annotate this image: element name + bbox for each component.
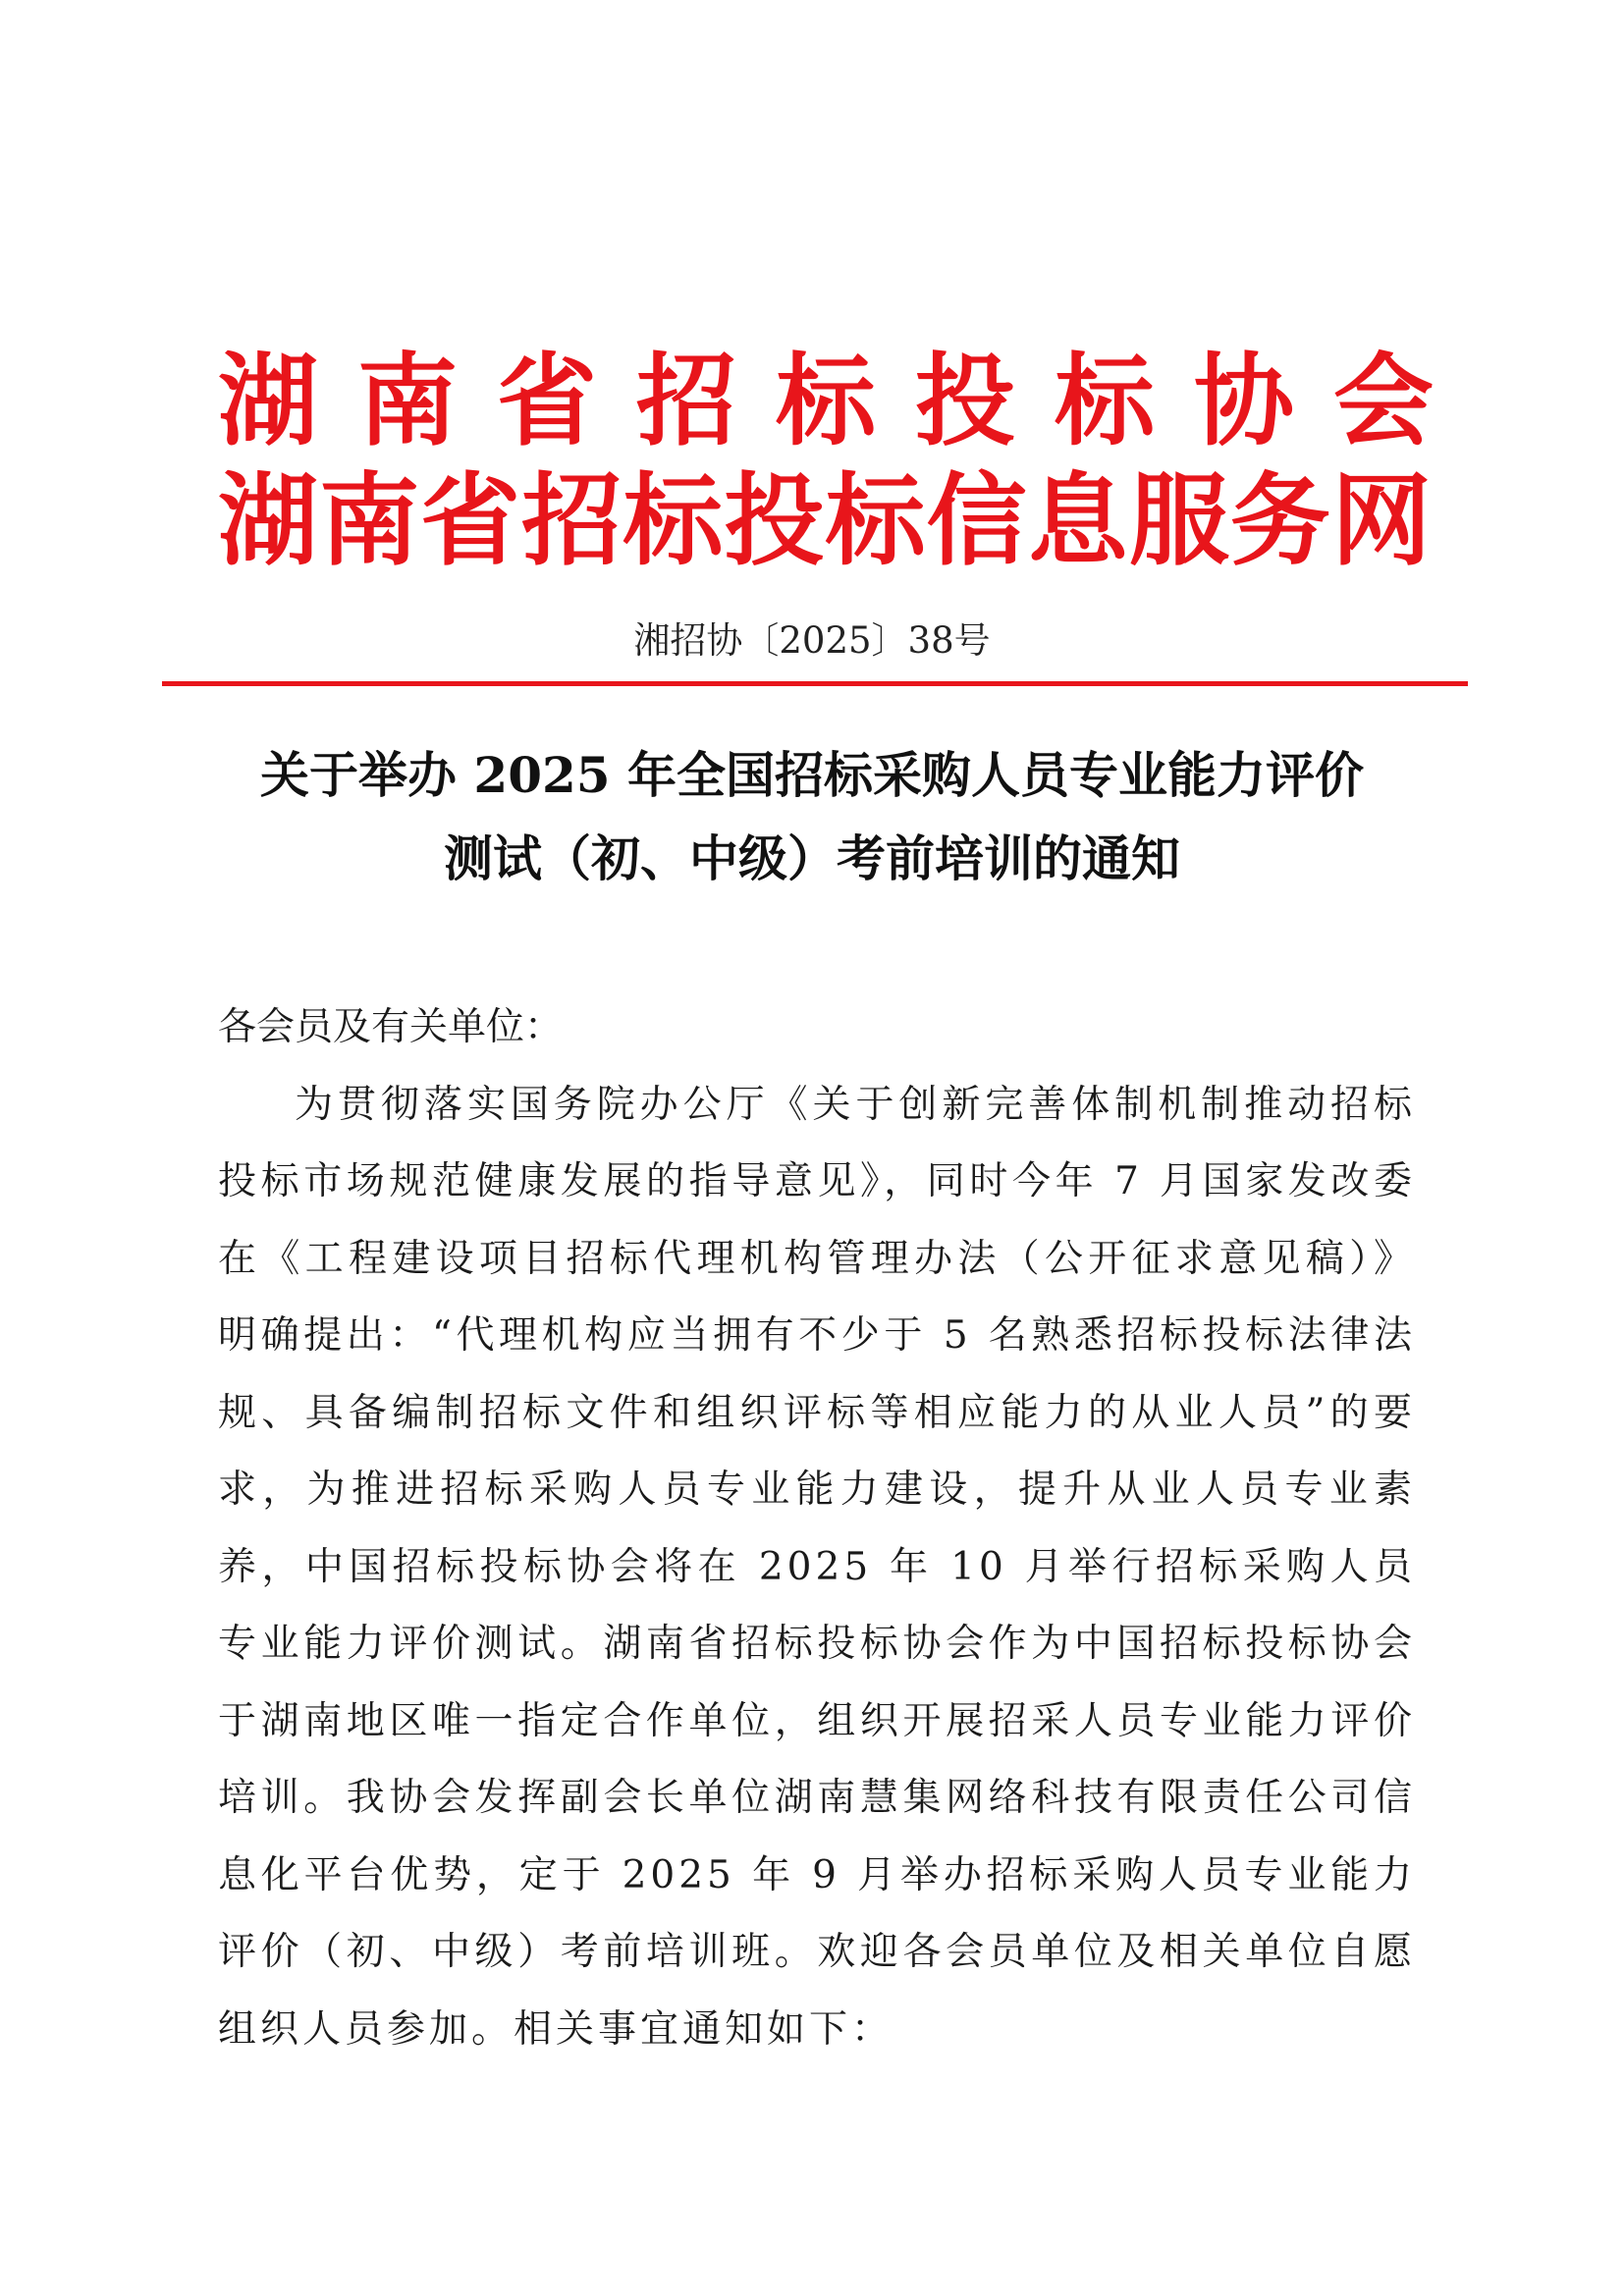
salutation: 各会员及有关单位： (218, 1005, 564, 1049)
body-paragraph: 为贯彻落实国务院办公厅《关于创新完善体制机制推动招标投标市场规范健康发展的指导意见》，同时今年 7 月国家发改委在《工程建设项目招标代理机构管理办法（公开征求意见稿）》明确提出：“代理机构应当拥有不少于 5 名熟悉招标投标法律法规、具备编制招标文件和组织评标等相应能力的从业人员”的要求，为推进招标采购人员专业能力建设，提升从业人员专业素养，中国招标投标协会将在 2025 年 10 月举行招标采购人员专业能力评价测试。湖南省招标投标协会作为中国招标投标协会于湖南地区唯一指定合作单位，组织开展招采人员专业能力评价培训。我协会发挥副会长单位湖南慧集网络科技有限责任公司信息化平台优势，定于 2025 年 9 月举办招标采购人员专业能力评价（初、中级）考前培训班。欢迎各会员单位及相关单位自愿组织人员参加。相关事宜通知如下： (218, 1082, 1416, 2052)
document-number: 湘招协〔2025〕38号 (633, 619, 991, 662)
notice-title-line-2: 测试（初、中级）考前培训的通知 (444, 829, 1180, 887)
notice-body (218, 989, 1416, 2068)
red-header-divider (162, 681, 1468, 686)
issuer-name-info-service-network: 湖南省招标投标信息服务网 (218, 463, 1432, 580)
notice-title-line-1: 关于举办 2025 年全国招标采购人员专业能力评价 (260, 746, 1364, 804)
issuer-name-association: 湖南省招标投标协会 (218, 344, 1473, 460)
